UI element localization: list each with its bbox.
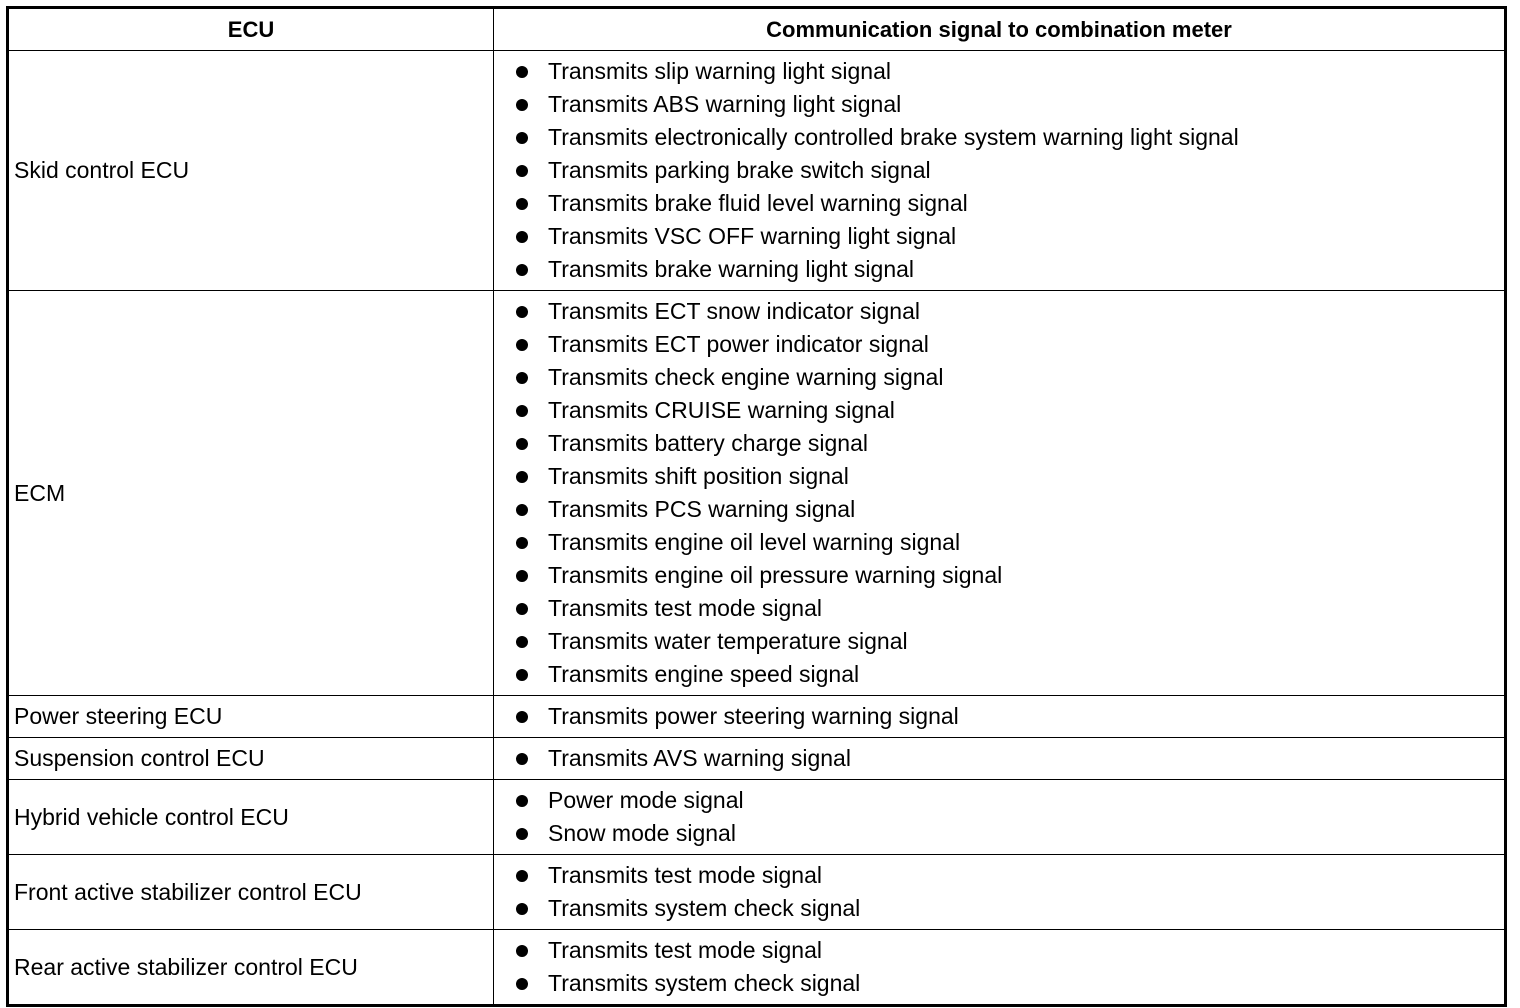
signal-text: Transmits ECT power indicator signal: [548, 331, 929, 357]
signal-text: Transmits engine oil level warning signal: [548, 529, 961, 555]
signal-text: Transmits brake warning light signal: [548, 256, 915, 282]
header-ecu: ECU: [8, 8, 494, 51]
signal-item: [516, 394, 1504, 427]
bullet-icon: [516, 372, 528, 384]
bullet-icon: [516, 669, 528, 681]
signal-item: [516, 967, 1504, 1000]
header-row: [8, 8, 1506, 51]
signal-item: [516, 295, 1504, 328]
bullet-icon: [516, 795, 528, 807]
bullet-icon: [516, 945, 528, 957]
bullet-icon: [516, 636, 528, 648]
signal-text: Snow mode signal: [548, 820, 736, 846]
signal-item: [516, 493, 1504, 526]
bullet-icon: [516, 132, 528, 144]
ecu-name: Front active stabilizer control ECU: [8, 855, 494, 930]
bullet-icon: [516, 903, 528, 915]
ecu-name: Suspension control ECU: [8, 738, 494, 780]
ecu-name: Rear active stabilizer control ECU: [8, 930, 494, 1006]
table-row: [8, 696, 1506, 738]
signal-text: Transmits parking brake switch signal: [548, 157, 931, 183]
bullet-icon: [516, 537, 528, 549]
ecu-name: Skid control ECU: [8, 51, 494, 291]
signal-item: [516, 460, 1504, 493]
signal-item: [516, 220, 1504, 253]
signal-item: [516, 559, 1504, 592]
table-row: [8, 780, 1506, 855]
signal-text: Transmits system check signal: [548, 895, 861, 921]
table-row: [8, 51, 1506, 291]
signal-text: Transmits system check signal: [548, 970, 861, 996]
signal-item: [516, 658, 1504, 691]
signal-list: [494, 51, 1504, 290]
bullet-icon: [516, 870, 528, 882]
signal-text: Transmits VSC OFF warning light signal: [548, 223, 957, 249]
signal-item: [516, 934, 1504, 967]
signal-text: Transmits shift position signal: [548, 463, 849, 489]
signal-item: [516, 625, 1504, 658]
table-row: [8, 738, 1506, 780]
signal-item: [516, 892, 1504, 925]
signal-text: Transmits brake fluid level warning signal: [548, 190, 968, 216]
signal-text: Transmits electronically controlled brake system warning light signal: [548, 124, 1239, 150]
signal-text: Transmits test mode signal: [548, 937, 822, 963]
signal-text: Transmits battery charge signal: [548, 430, 869, 456]
signal-list: [494, 738, 1504, 779]
signal-item: [516, 253, 1504, 286]
signal-item: [516, 526, 1504, 559]
signal-cell: [494, 930, 1506, 1006]
table-body: [8, 51, 1506, 1006]
table-row: [8, 930, 1506, 1006]
bullet-icon: [516, 165, 528, 177]
bullet-icon: [516, 66, 528, 78]
signal-cell: [494, 696, 1506, 738]
bullet-icon: [516, 978, 528, 990]
signal-item: [516, 187, 1504, 220]
signal-item: [516, 784, 1504, 817]
signal-text: Transmits ECT snow indicator signal: [548, 298, 920, 324]
signal-text: Transmits check engine warning signal: [548, 364, 944, 390]
signal-item: [516, 592, 1504, 625]
signal-cell: [494, 51, 1506, 291]
header-signal: Communication signal to combination meter: [494, 8, 1506, 51]
signal-item: [516, 427, 1504, 460]
signal-item: [516, 361, 1504, 394]
signal-item: [516, 55, 1504, 88]
signal-cell: [494, 780, 1506, 855]
table-row: [8, 291, 1506, 696]
bullet-icon: [516, 471, 528, 483]
signal-text: Transmits PCS warning signal: [548, 496, 856, 522]
table-row: [8, 855, 1506, 930]
signal-cell: [494, 291, 1506, 696]
signal-list: [494, 291, 1504, 695]
signal-item: [516, 859, 1504, 892]
signal-text: Transmits AVS warning signal: [548, 745, 851, 771]
ecu-name: Power steering ECU: [8, 696, 494, 738]
bullet-icon: [516, 339, 528, 351]
bullet-icon: [516, 99, 528, 111]
signal-item: [516, 700, 1504, 733]
signal-text: Transmits ABS warning light signal: [548, 91, 902, 117]
bullet-icon: [516, 753, 528, 765]
signal-cell: [494, 738, 1506, 780]
signal-item: [516, 817, 1504, 850]
signal-item: [516, 328, 1504, 361]
signal-list: [494, 855, 1504, 929]
signal-text: Transmits engine speed signal: [548, 661, 860, 687]
bullet-icon: [516, 828, 528, 840]
bullet-icon: [516, 231, 528, 243]
signal-cell: [494, 855, 1506, 930]
signal-text: Transmits engine oil pressure warning signal: [548, 562, 1003, 588]
signal-text: Transmits power steering warning signal: [548, 703, 959, 729]
signal-text: Transmits test mode signal: [548, 595, 822, 621]
signal-list: [494, 780, 1504, 854]
bullet-icon: [516, 570, 528, 582]
signal-item: [516, 88, 1504, 121]
ecu-name: ECM: [8, 291, 494, 696]
signal-item: [516, 121, 1504, 154]
bullet-icon: [516, 504, 528, 516]
bullet-icon: [516, 438, 528, 450]
ecu-signal-table: [6, 6, 1507, 1007]
bullet-icon: [516, 405, 528, 417]
bullet-icon: [516, 306, 528, 318]
bullet-icon: [516, 264, 528, 276]
signal-text: Transmits test mode signal: [548, 862, 822, 888]
bullet-icon: [516, 198, 528, 210]
bullet-icon: [516, 603, 528, 615]
bullet-icon: [516, 711, 528, 723]
signal-list: [494, 930, 1504, 1004]
signal-list: [494, 696, 1504, 737]
signal-item: [516, 742, 1504, 775]
signal-item: [516, 154, 1504, 187]
signal-text: Transmits water temperature signal: [548, 628, 908, 654]
signal-text: Power mode signal: [548, 787, 744, 813]
signal-text: Transmits CRUISE warning signal: [548, 397, 895, 423]
ecu-name: Hybrid vehicle control ECU: [8, 780, 494, 855]
signal-text: Transmits slip warning light signal: [548, 58, 892, 84]
